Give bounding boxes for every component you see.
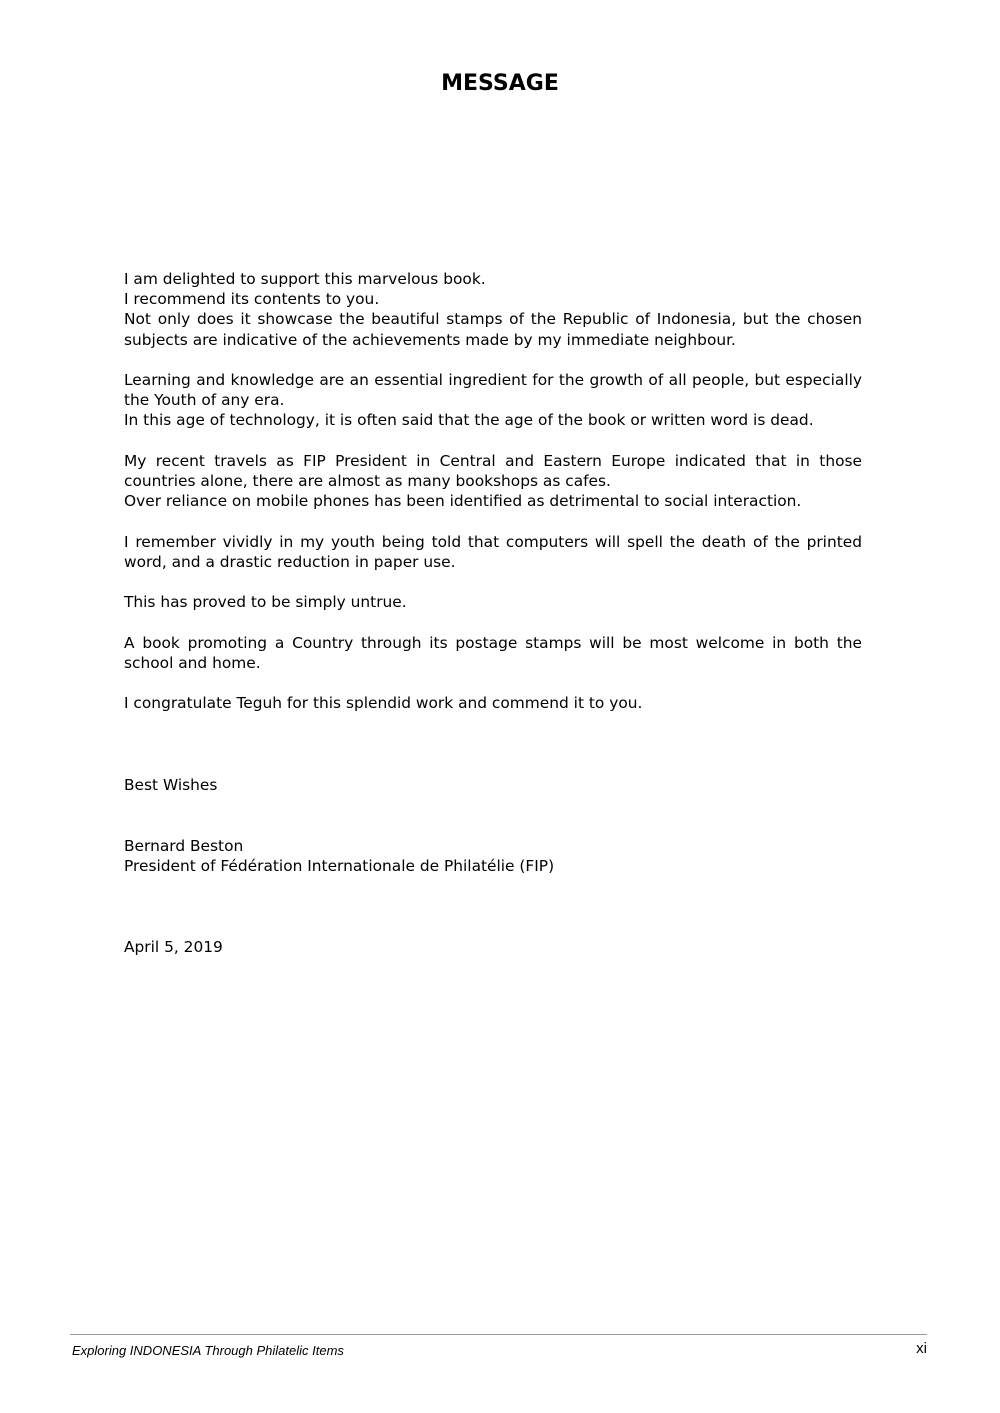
letter-date — [124, 937, 862, 957]
text-line: I congratulate Teguh for this splendid work and commend it to you. — [124, 694, 643, 713]
footer-book-title: Exploring INDONESIA Through Philatelic Items — [72, 1343, 344, 1358]
message-body — [124, 269, 862, 734]
text-line: I am delighted to support this marvelous book. — [124, 270, 486, 288]
salutation — [124, 775, 862, 795]
footer-divider — [70, 1334, 927, 1335]
text-line: Over reliance on mobile phones has been identified as detrimental to social interaction. — [124, 492, 802, 511]
paragraph — [124, 269, 862, 350]
text-line: My recent travels as FIP President in Central and Eastern Europe indicated that in those countries alone, there are almost as many bookshops as cafes. — [124, 451, 862, 490]
paragraph — [124, 592, 862, 612]
signature-block — [124, 836, 862, 876]
text-line: In this age of technology, it is often said that the age of the book or written word is dead. — [124, 411, 814, 430]
paragraph — [124, 633, 862, 673]
text-line: This has proved to be simply untrue. — [124, 593, 407, 612]
paragraph — [124, 451, 862, 512]
signer-name: Bernard Beston — [124, 837, 244, 855]
text-line: Learning and knowledge are an essential ingredient for the growth of all people, but especially the Youth of any era. — [124, 371, 862, 410]
page-title: MESSAGE — [441, 71, 559, 96]
text-line: I recommend its contents to you. — [124, 290, 380, 309]
text-line: I remember vividly in my youth being told that computers will spell the death of the printed word, and a drastic reduction in paper use. — [124, 532, 862, 571]
signer-title: President of Fédération Internationale de Philatélie (FIP) — [124, 857, 555, 876]
footer-page-number: xi — [916, 1340, 927, 1357]
date-text: April 5, 2019 — [124, 938, 223, 956]
salutation-text: Best Wishes — [124, 776, 218, 794]
text-line: A book promoting a Country through its postage stamps will be most welcome in both the school and home. — [124, 633, 862, 672]
paragraph — [124, 532, 862, 572]
text-line: Not only does it showcase the beautiful stamps of the Republic of Indonesia, but the chosen subjects are indicative of the achievements made by my immediate neighbour. — [124, 310, 862, 349]
paragraph — [124, 370, 862, 431]
paragraph — [124, 693, 862, 713]
